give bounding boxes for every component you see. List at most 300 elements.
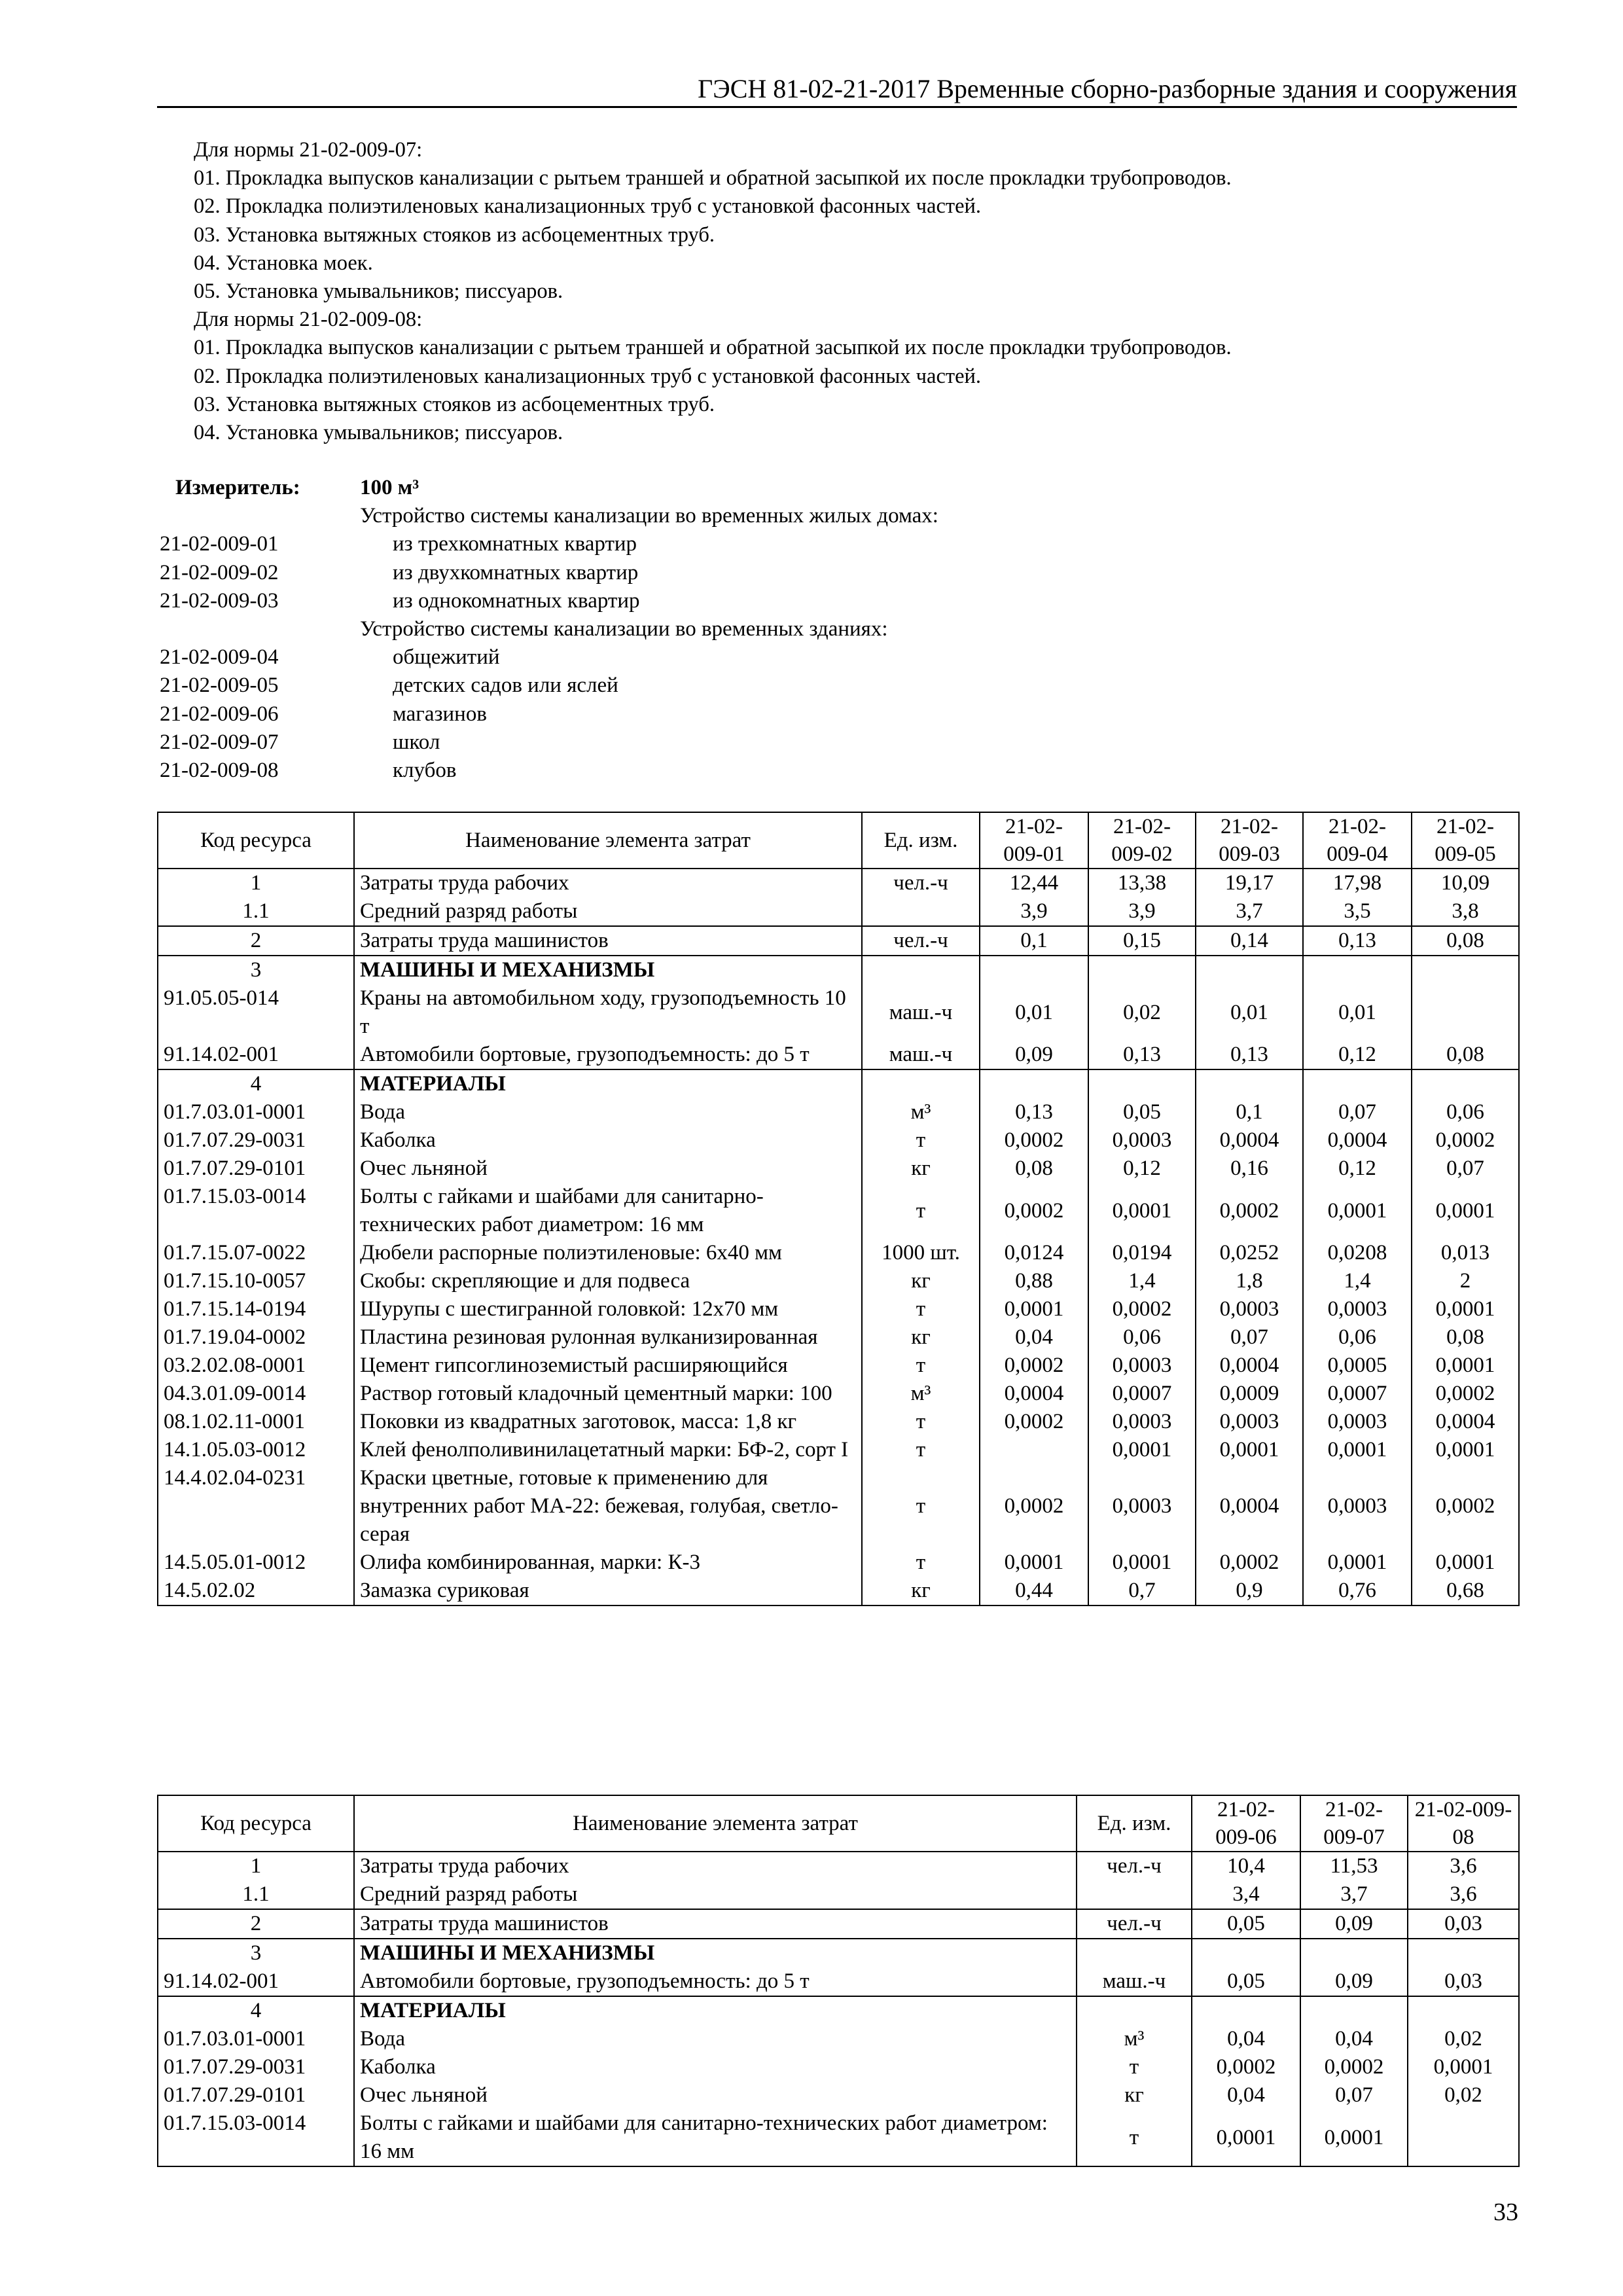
resource-code: 91.14.02-001 bbox=[158, 1967, 354, 1996]
cost-element-name: МАТЕРИАЛЫ bbox=[354, 1069, 862, 1098]
value-cell: 0,1 bbox=[980, 926, 1088, 956]
value-cell: 0,0002 bbox=[980, 1352, 1088, 1380]
unit-cell bbox=[1077, 1939, 1192, 1967]
resource-code: 91.05.05-014 bbox=[158, 984, 354, 1041]
cost-element-name: Поковки из квадратных заготовок, масса: 1,8 кг bbox=[354, 1408, 862, 1436]
value-cell: 0,7 bbox=[1088, 1577, 1196, 1605]
unit-cell: 1000 шт. bbox=[862, 1239, 980, 1267]
intro-line: 03. Установка вытяжных стояков из асбоцементных труб. bbox=[194, 223, 715, 247]
header-rule bbox=[157, 106, 1517, 108]
value-cell bbox=[980, 1436, 1088, 1464]
cost-element-name: Затраты труда машинистов bbox=[354, 926, 862, 956]
value-cell: 0,05 bbox=[1192, 1909, 1300, 1939]
value-cell: 0,08 bbox=[980, 1155, 1088, 1183]
value-cell: 0,0003 bbox=[1088, 1352, 1196, 1380]
value-cell: 0,04 bbox=[1192, 2081, 1300, 2109]
value-cell: 0,02 bbox=[1088, 984, 1196, 1041]
intro-line: 05. Установка умывальников; писсуаров. bbox=[194, 279, 563, 304]
value-cell bbox=[1408, 2109, 1519, 2166]
value-cell: 0,0001 bbox=[1088, 1183, 1196, 1239]
value-cell: 3,6 bbox=[1408, 1880, 1519, 1909]
unit-cell bbox=[1077, 1996, 1192, 2025]
table-row bbox=[158, 956, 1519, 984]
norm-code: 21-02-009-05 bbox=[160, 673, 279, 698]
resource-code: 14.5.02.02 bbox=[158, 1577, 354, 1605]
table-row bbox=[158, 1436, 1519, 1464]
column-header: Ед. изм. bbox=[862, 812, 980, 869]
value-cell: 0,15 bbox=[1088, 926, 1196, 956]
value-cell: 0,12 bbox=[1303, 1041, 1412, 1069]
value-cell: 3,7 bbox=[1196, 897, 1303, 926]
value-cell: 0,68 bbox=[1412, 1577, 1519, 1605]
cost-element-name: Болты с гайками и шайбами для санитарно-технических работ диаметром: 16 мм bbox=[354, 2109, 1077, 2166]
value-cell: 0,03 bbox=[1408, 1909, 1519, 1939]
column-header: 21-02-009-06 bbox=[1192, 1795, 1300, 1852]
value-cell bbox=[1192, 1996, 1300, 2025]
value-cell: 0,0002 bbox=[1412, 1126, 1519, 1155]
cost-element-name: Каболка bbox=[354, 2053, 1077, 2081]
value-cell: 0,0001 bbox=[1300, 2109, 1408, 2166]
cost-element-name: Цемент гипсоглиноземистый расширяющийся bbox=[354, 1352, 862, 1380]
value-cell: 0,09 bbox=[980, 1041, 1088, 1069]
table-row bbox=[158, 1126, 1519, 1155]
value-cell: 1,4 bbox=[1303, 1267, 1412, 1295]
value-cell: 0,0004 bbox=[1196, 1126, 1303, 1155]
table-row bbox=[158, 1967, 1519, 1996]
unit-cell bbox=[862, 897, 980, 926]
cost-element-name: Каболка bbox=[354, 1126, 862, 1155]
norm-code: 21-02-009-07 bbox=[160, 730, 279, 754]
value-cell bbox=[1408, 1939, 1519, 1967]
cost-element-name: Автомобили бортовые, грузоподъемность: до 5 т bbox=[354, 1967, 1077, 1996]
intro-line: 02. Прокладка полиэтиленовых канализационных труб с установкой фасонных частей. bbox=[194, 194, 982, 219]
unit-cell bbox=[1077, 1880, 1192, 1909]
cost-element-name: Краски цветные, готовые к применению для внутренних работ МА-22: бежевая, голубая, светло-серая bbox=[354, 1464, 862, 1549]
value-cell: 0,0124 bbox=[980, 1239, 1088, 1267]
resource-code: 01.7.03.01-0001 bbox=[158, 2025, 354, 2053]
value-cell: 0,0001 bbox=[1192, 2109, 1300, 2166]
value-cell: 0,0004 bbox=[980, 1380, 1088, 1408]
table-row bbox=[158, 1352, 1519, 1380]
resource-code: 2 bbox=[158, 1909, 354, 1939]
norm-code: 21-02-009-03 bbox=[160, 588, 279, 613]
value-cell: 0,0001 bbox=[1412, 1549, 1519, 1577]
cost-element-name: Затраты труда рабочих bbox=[354, 1852, 1077, 1880]
value-cell: 0,0194 bbox=[1088, 1239, 1196, 1267]
value-cell: 0,02 bbox=[1408, 2081, 1519, 2109]
resource-code: 01.7.15.03-0014 bbox=[158, 1183, 354, 1239]
column-header: Код ресурса bbox=[158, 812, 354, 869]
value-cell: 0,14 bbox=[1196, 926, 1303, 956]
value-cell: 11,53 bbox=[1300, 1852, 1408, 1880]
value-cell: 0,0003 bbox=[1303, 1295, 1412, 1323]
column-header: Код ресурса bbox=[158, 1795, 354, 1852]
value-cell: 0,05 bbox=[1088, 1098, 1196, 1126]
value-cell: 0,01 bbox=[1196, 984, 1303, 1041]
value-cell bbox=[1412, 984, 1519, 1041]
value-cell: 0,0002 bbox=[1088, 1295, 1196, 1323]
resource-code: 01.7.03.01-0001 bbox=[158, 1098, 354, 1126]
value-cell: 0,01 bbox=[1303, 984, 1412, 1041]
value-cell bbox=[980, 956, 1088, 984]
table-row bbox=[158, 1098, 1519, 1126]
value-cell bbox=[980, 1069, 1088, 1098]
resource-code: 4 bbox=[158, 1069, 354, 1098]
unit-cell: чел.-ч bbox=[862, 869, 980, 897]
unit-cell: чел.-ч bbox=[1077, 1909, 1192, 1939]
table-row bbox=[158, 1408, 1519, 1436]
unit-cell: маш.-ч bbox=[1077, 1967, 1192, 1996]
resource-code: 4 bbox=[158, 1996, 354, 2025]
value-cell: 0,06 bbox=[1303, 1323, 1412, 1352]
cost-element-name: Скобы: скрепляющие и для подвеса bbox=[354, 1267, 862, 1295]
table-row bbox=[158, 1183, 1519, 1239]
value-cell bbox=[1303, 1069, 1412, 1098]
value-cell: 0,0001 bbox=[1303, 1183, 1412, 1239]
value-cell: 0,0002 bbox=[1196, 1549, 1303, 1577]
value-cell: 0,0002 bbox=[1412, 1464, 1519, 1549]
unit-cell: т bbox=[862, 1436, 980, 1464]
value-cell: 0,13 bbox=[980, 1098, 1088, 1126]
value-cell: 0,09 bbox=[1300, 1909, 1408, 1939]
table-row bbox=[158, 2109, 1519, 2166]
column-header: Наименование элемента затрат bbox=[354, 1795, 1077, 1852]
unit-cell: т bbox=[862, 1549, 980, 1577]
cost-element-name: Автомобили бортовые, грузоподъемность: до 5 т bbox=[354, 1041, 862, 1069]
norm-name: из однокомнатных квартир bbox=[393, 588, 640, 613]
resource-code: 03.2.02.08-0001 bbox=[158, 1352, 354, 1380]
resource-code: 01.7.07.29-0031 bbox=[158, 2053, 354, 2081]
value-cell: 0,0002 bbox=[980, 1464, 1088, 1549]
value-cell: 0,0208 bbox=[1303, 1239, 1412, 1267]
value-cell: 0,12 bbox=[1088, 1155, 1196, 1183]
intro-line: 03. Установка вытяжных стояков из асбоцементных труб. bbox=[194, 392, 715, 416]
value-cell: 0,13 bbox=[1196, 1041, 1303, 1069]
resource-code: 01.7.07.29-0031 bbox=[158, 1126, 354, 1155]
value-cell: 0,12 bbox=[1303, 1155, 1412, 1183]
cost-element-name: Средний разряд работы bbox=[354, 897, 862, 926]
value-cell: 0,04 bbox=[980, 1323, 1088, 1352]
unit-cell: чел.-ч bbox=[1077, 1852, 1192, 1880]
value-cell: 0,0252 bbox=[1196, 1239, 1303, 1267]
resource-code: 2 bbox=[158, 926, 354, 956]
cost-element-name: Вода bbox=[354, 2025, 1077, 2053]
unit-cell: т bbox=[862, 1352, 980, 1380]
cost-element-name: Средний разряд работы bbox=[354, 1880, 1077, 1909]
resource-code: 08.1.02.11-0001 bbox=[158, 1408, 354, 1436]
unit-cell: т bbox=[862, 1295, 980, 1323]
value-cell: 10,09 bbox=[1412, 869, 1519, 897]
table-row bbox=[158, 1155, 1519, 1183]
value-cell: 13,38 bbox=[1088, 869, 1196, 897]
column-header: 21-02-009-01 bbox=[980, 812, 1088, 869]
intro-line: 04. Установка умывальников; писсуаров. bbox=[194, 421, 563, 445]
table-row bbox=[158, 1267, 1519, 1295]
unit-cell: кг bbox=[862, 1323, 980, 1352]
resource-code: 3 bbox=[158, 956, 354, 984]
column-header: 21-02-009-02 bbox=[1088, 812, 1196, 869]
value-cell: 0,0004 bbox=[1196, 1352, 1303, 1380]
measure-group-heading: Устройство системы канализации во временных зданиях: bbox=[360, 617, 888, 641]
norm-name: клубов bbox=[393, 758, 457, 782]
table-row bbox=[158, 869, 1519, 897]
cost-element-name: Очес льняной bbox=[354, 1155, 862, 1183]
unit-cell: т bbox=[862, 1183, 980, 1239]
value-cell bbox=[1412, 1069, 1519, 1098]
norm-code: 21-02-009-02 bbox=[160, 560, 279, 584]
value-cell: 0,0007 bbox=[1088, 1380, 1196, 1408]
unit-cell: м³ bbox=[1077, 2025, 1192, 2053]
measure-unit: 100 м³ bbox=[360, 476, 419, 499]
running-header: ГЭСН 81-02-21-2017 Временные сборно-разборные здания и сооружения bbox=[698, 74, 1517, 103]
unit-cell: т bbox=[862, 1464, 980, 1549]
cost-element-name: Замазка суриковая bbox=[354, 1577, 862, 1605]
value-cell: 0,0005 bbox=[1303, 1352, 1412, 1380]
page-number: 33 bbox=[1493, 2198, 1518, 2226]
cost-element-name: Затраты труда машинистов bbox=[354, 1909, 1077, 1939]
value-cell: 0,0001 bbox=[1303, 1436, 1412, 1464]
intro-line: 04. Установка моек. bbox=[194, 251, 373, 275]
value-cell: 3,4 bbox=[1192, 1880, 1300, 1909]
value-cell: 3,9 bbox=[980, 897, 1088, 926]
resource-code: 1 bbox=[158, 1852, 354, 1880]
value-cell: 17,98 bbox=[1303, 869, 1412, 897]
cost-element-name: Болты с гайками и шайбами для санитарно-технических работ диаметром: 16 мм bbox=[354, 1183, 862, 1239]
resource-code: 14.1.05.03-0012 bbox=[158, 1436, 354, 1464]
norm-name: общежитий bbox=[393, 645, 500, 670]
value-cell bbox=[1300, 1996, 1408, 2025]
cost-element-name: Очес льняной bbox=[354, 2081, 1077, 2109]
norm-name: магазинов bbox=[393, 702, 487, 726]
value-cell: 0,16 bbox=[1196, 1155, 1303, 1183]
value-cell: 0,0002 bbox=[1192, 2053, 1300, 2081]
value-cell: 0,0004 bbox=[1412, 1408, 1519, 1436]
value-cell: 1,8 bbox=[1196, 1267, 1303, 1295]
unit-cell: кг bbox=[862, 1577, 980, 1605]
table-row bbox=[158, 1464, 1519, 1549]
unit-cell: т bbox=[862, 1408, 980, 1436]
value-cell: 0,0002 bbox=[980, 1126, 1088, 1155]
value-cell: 0,13 bbox=[1088, 1041, 1196, 1069]
resource-table-1 bbox=[157, 812, 1520, 1606]
value-cell: 0,0004 bbox=[1196, 1464, 1303, 1549]
resource-code: 1.1 bbox=[158, 897, 354, 926]
table-row bbox=[158, 1323, 1519, 1352]
table-row bbox=[158, 1069, 1519, 1098]
value-cell bbox=[1196, 956, 1303, 984]
value-cell: 12,44 bbox=[980, 869, 1088, 897]
value-cell: 0,0003 bbox=[1196, 1408, 1303, 1436]
value-cell: 0,08 bbox=[1412, 1323, 1519, 1352]
value-cell: 0,0001 bbox=[1303, 1549, 1412, 1577]
resource-code: 3 bbox=[158, 1939, 354, 1967]
measure-label: Измеритель: bbox=[175, 476, 300, 499]
cost-element-name: Вода bbox=[354, 1098, 862, 1126]
value-cell: 0,0001 bbox=[980, 1549, 1088, 1577]
value-cell bbox=[1412, 956, 1519, 984]
value-cell: 0,013 bbox=[1412, 1239, 1519, 1267]
value-cell: 0,02 bbox=[1408, 2025, 1519, 2053]
resource-code: 01.7.07.29-0101 bbox=[158, 2081, 354, 2109]
value-cell bbox=[1196, 1069, 1303, 1098]
value-cell bbox=[1300, 1939, 1408, 1967]
value-cell: 0,07 bbox=[1303, 1098, 1412, 1126]
value-cell bbox=[1408, 1996, 1519, 2025]
norm-name: из трехкомнатных квартир bbox=[393, 532, 637, 556]
norm-name: из двухкомнатных квартир bbox=[393, 560, 639, 584]
value-cell: 3,5 bbox=[1303, 897, 1412, 926]
table-row bbox=[158, 1380, 1519, 1408]
cost-element-name: Пластина резиновая рулонная вулканизированная bbox=[354, 1323, 862, 1352]
resource-code: 01.7.07.29-0101 bbox=[158, 1155, 354, 1183]
unit-cell: маш.-ч bbox=[862, 984, 980, 1041]
value-cell: 0,0003 bbox=[1088, 1126, 1196, 1155]
value-cell: 0,03 bbox=[1408, 1967, 1519, 1996]
value-cell: 0,01 bbox=[980, 984, 1088, 1041]
value-cell: 0,0003 bbox=[1196, 1295, 1303, 1323]
table-row bbox=[158, 1295, 1519, 1323]
value-cell: 19,17 bbox=[1196, 869, 1303, 897]
value-cell: 0,07 bbox=[1196, 1323, 1303, 1352]
norm-code: 21-02-009-01 bbox=[160, 532, 279, 556]
value-cell: 3,6 bbox=[1408, 1852, 1519, 1880]
value-cell: 0,0001 bbox=[1088, 1549, 1196, 1577]
unit-cell: маш.-ч bbox=[862, 1041, 980, 1069]
intro-line: 01. Прокладка выпусков канализации с рытьем траншей и обратной засыпкой их после прокладки трубопроводов. bbox=[194, 336, 1232, 360]
value-cell: 0,0007 bbox=[1303, 1380, 1412, 1408]
value-cell: 0,44 bbox=[980, 1577, 1088, 1605]
cost-element-name: Клей фенолполивинилацетатный марки: БФ-2, сорт I bbox=[354, 1436, 862, 1464]
resource-code: 14.5.05.01-0012 bbox=[158, 1549, 354, 1577]
unit-cell bbox=[862, 956, 980, 984]
value-cell: 0,0001 bbox=[1412, 1295, 1519, 1323]
table-row bbox=[158, 1880, 1519, 1909]
cost-element-name: Раствор готовый кладочный цементный марки: 100 bbox=[354, 1380, 862, 1408]
intro-text bbox=[194, 136, 1232, 447]
norm-code: 21-02-009-06 bbox=[160, 702, 279, 726]
table-row bbox=[158, 1909, 1519, 1939]
value-cell: 0,13 bbox=[1303, 926, 1412, 956]
value-cell: 3,7 bbox=[1300, 1880, 1408, 1909]
value-cell: 0,09 bbox=[1300, 1967, 1408, 1996]
value-cell: 0,0002 bbox=[980, 1408, 1088, 1436]
value-cell: 0,0002 bbox=[1412, 1380, 1519, 1408]
cost-element-name: МАТЕРИАЛЫ bbox=[354, 1996, 1077, 2025]
value-cell: 0,0001 bbox=[980, 1295, 1088, 1323]
table-row bbox=[158, 1549, 1519, 1577]
unit-cell: т bbox=[1077, 2109, 1192, 2166]
resource-code: 1.1 bbox=[158, 1880, 354, 1909]
cost-element-name: Дюбели распорные полиэтиленовые: 6х40 мм bbox=[354, 1239, 862, 1267]
table-row bbox=[158, 1996, 1519, 2025]
table-row bbox=[158, 1577, 1519, 1605]
value-cell: 2 bbox=[1412, 1267, 1519, 1295]
value-cell bbox=[1088, 956, 1196, 984]
value-cell: 0,1 bbox=[1196, 1098, 1303, 1126]
cost-element-name: Затраты труда рабочих bbox=[354, 869, 862, 897]
norm-code: 21-02-009-04 bbox=[160, 645, 279, 670]
value-cell: 0,0001 bbox=[1412, 1352, 1519, 1380]
unit-cell: т bbox=[862, 1126, 980, 1155]
intro-line: 01. Прокладка выпусков канализации с рытьем траншей и обратной засыпкой их после прокладки трубопроводов. bbox=[194, 166, 1232, 190]
unit-cell bbox=[862, 1069, 980, 1098]
value-cell bbox=[1192, 1939, 1300, 1967]
value-cell: 0,04 bbox=[1192, 2025, 1300, 2053]
value-cell: 0,0001 bbox=[1408, 2053, 1519, 2081]
value-cell: 0,0009 bbox=[1196, 1380, 1303, 1408]
column-header: 21-02-009-05 bbox=[1412, 812, 1519, 869]
unit-cell: кг bbox=[862, 1155, 980, 1183]
table-row bbox=[158, 1939, 1519, 1967]
table-row bbox=[158, 926, 1519, 956]
value-cell: 10,4 bbox=[1192, 1852, 1300, 1880]
column-header: Наименование элемента затрат bbox=[354, 812, 862, 869]
unit-cell: кг bbox=[1077, 2081, 1192, 2109]
value-cell: 0,06 bbox=[1412, 1098, 1519, 1126]
resource-table-2 bbox=[157, 1795, 1520, 2167]
column-header: 21-02-009-08 bbox=[1408, 1795, 1519, 1852]
cost-element-name: Олифа комбинированная, марки: К-3 bbox=[354, 1549, 862, 1577]
unit-cell: т bbox=[1077, 2053, 1192, 2081]
resource-code: 1 bbox=[158, 869, 354, 897]
resource-code: 01.7.15.14-0194 bbox=[158, 1295, 354, 1323]
unit-cell: кг bbox=[862, 1267, 980, 1295]
value-cell: 0,0003 bbox=[1088, 1408, 1196, 1436]
table-row bbox=[158, 1852, 1519, 1880]
column-header: 21-02-009-03 bbox=[1196, 812, 1303, 869]
table-row bbox=[158, 1239, 1519, 1267]
value-cell: 0,0002 bbox=[1196, 1183, 1303, 1239]
table-row bbox=[158, 1041, 1519, 1069]
unit-cell: чел.-ч bbox=[862, 926, 980, 956]
norm-name: детских садов или яслей bbox=[393, 673, 618, 698]
intro-line: 02. Прокладка полиэтиленовых канализационных труб с установкой фасонных частей. bbox=[194, 364, 982, 388]
value-cell bbox=[1303, 956, 1412, 984]
resource-code: 14.4.02.04-0231 bbox=[158, 1464, 354, 1549]
resource-code: 01.7.15.07-0022 bbox=[158, 1239, 354, 1267]
value-cell: 3,8 bbox=[1412, 897, 1519, 926]
value-cell: 1,4 bbox=[1088, 1267, 1196, 1295]
value-cell: 0,0001 bbox=[1196, 1436, 1303, 1464]
cost-element-name: МАШИНЫ И МЕХАНИЗМЫ bbox=[354, 956, 862, 984]
cost-element-name: Шурупы с шестигранной головкой: 12х70 мм bbox=[354, 1295, 862, 1323]
value-cell: 0,0003 bbox=[1088, 1464, 1196, 1549]
norm-name: школ bbox=[393, 730, 440, 754]
value-cell: 0,0004 bbox=[1303, 1126, 1412, 1155]
value-cell: 0,06 bbox=[1088, 1323, 1196, 1352]
column-header: 21-02-009-04 bbox=[1303, 812, 1412, 869]
cost-element-name: Краны на автомобильном ходу, грузоподъемность 10 т bbox=[354, 984, 862, 1041]
value-cell bbox=[1088, 1069, 1196, 1098]
value-cell: 0,07 bbox=[1412, 1155, 1519, 1183]
value-cell: 0,08 bbox=[1412, 1041, 1519, 1069]
value-cell: 0,0003 bbox=[1303, 1464, 1412, 1549]
resource-code: 01.7.19.04-0002 bbox=[158, 1323, 354, 1352]
resource-code: 01.7.15.03-0014 bbox=[158, 2109, 354, 2166]
value-cell: 0,76 bbox=[1303, 1577, 1412, 1605]
table-row bbox=[158, 2081, 1519, 2109]
norm-code: 21-02-009-08 bbox=[160, 758, 279, 782]
value-cell: 0,0003 bbox=[1303, 1408, 1412, 1436]
value-cell: 0,0001 bbox=[1412, 1183, 1519, 1239]
intro-line: Для нормы 21-02-009-08: bbox=[194, 308, 423, 332]
unit-cell: м³ bbox=[862, 1380, 980, 1408]
resource-code: 91.14.02-001 bbox=[158, 1041, 354, 1069]
value-cell: 0,04 bbox=[1300, 2025, 1408, 2053]
table-row bbox=[158, 897, 1519, 926]
value-cell: 0,0002 bbox=[1300, 2053, 1408, 2081]
table-row bbox=[158, 2053, 1519, 2081]
